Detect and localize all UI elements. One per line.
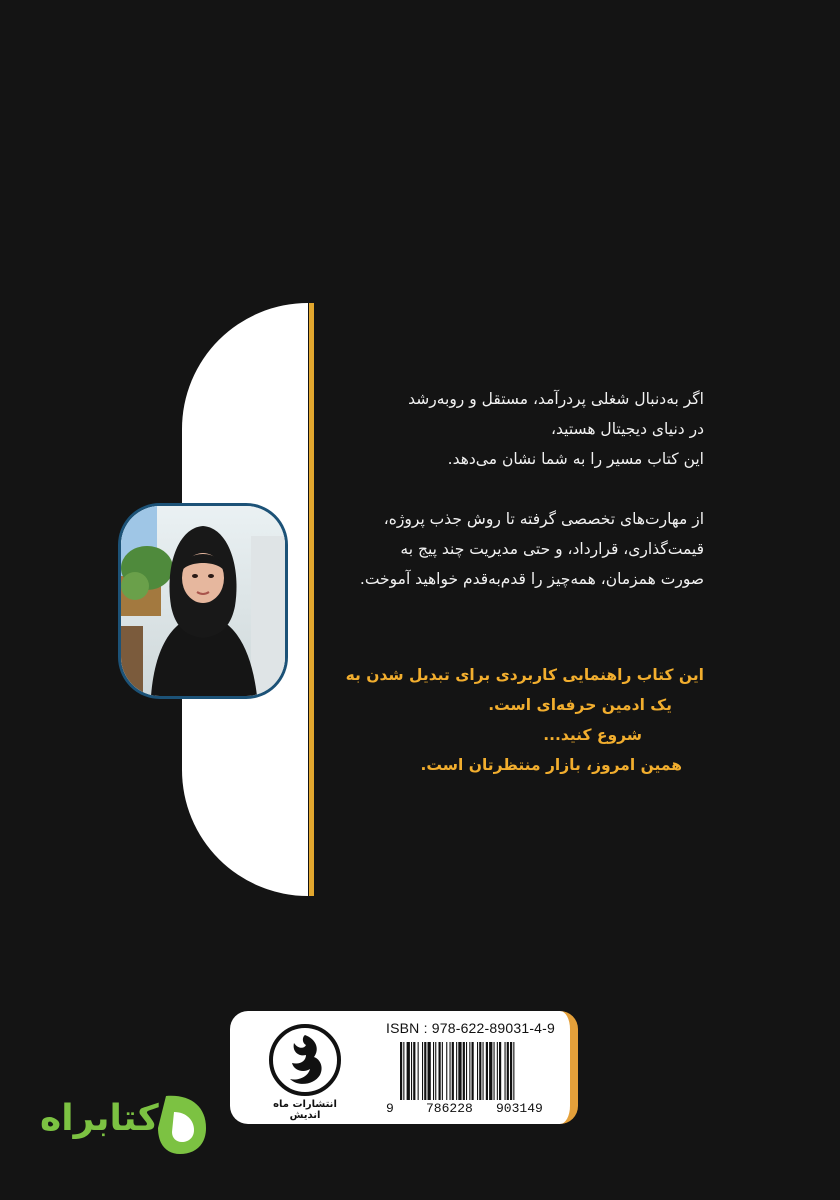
- cta-line: شروع کنید...: [543, 726, 642, 744]
- cta-line: این کتاب راهنمایی کاربردی برای تبدیل شدن به: [345, 666, 704, 684]
- book-leaf-icon: [156, 1092, 208, 1156]
- publisher-logo-icon: [268, 1023, 342, 1097]
- barcode-digit-group: 786228: [426, 1101, 473, 1116]
- intro-line: اگر به‌دنبال شغلی پردرآمد، مستقل و روبه‌رشد: [408, 390, 704, 408]
- gold-accent-line: [309, 303, 314, 896]
- barcode: [400, 1042, 562, 1100]
- brand-name: کتابراه: [40, 1098, 159, 1139]
- store-brand-logo[interactable]: [40, 1092, 208, 1158]
- skills-line: صورت همزمان، همه‌چیز را قدم‌به‌قدم خواهید آموخت.: [359, 570, 704, 588]
- barcode-digit-group: 903149: [496, 1101, 543, 1116]
- isbn-card: [230, 1011, 578, 1124]
- skills-line: قیمت‌گذاری، قرارداد، و حتی مدیریت چند پیج به: [400, 540, 704, 558]
- intro-paragraph: [408, 384, 704, 474]
- publisher-name: انتشارات ماه اندیش: [273, 1099, 337, 1121]
- skills-line: از مهارت‌های تخصصی گرفته تا روش جذب پروژه،: [383, 510, 704, 528]
- barcode-digit-group: 9: [386, 1101, 394, 1116]
- cta-line: یک ادمین حرفه‌ای است.: [488, 696, 672, 714]
- intro-line: این کتاب مسیر را به شما نشان می‌دهد.: [447, 450, 704, 468]
- intro-line: در دنیای دیجیتال هستید،: [551, 420, 704, 438]
- skills-paragraph: [360, 504, 704, 594]
- isbn-label: ISBN : 978-622-89031-4-9: [386, 1020, 556, 1036]
- cta-line: همین امروز، بازار منتظرتان است.: [420, 756, 682, 774]
- author-photo: [118, 503, 288, 699]
- call-to-action: [346, 660, 704, 780]
